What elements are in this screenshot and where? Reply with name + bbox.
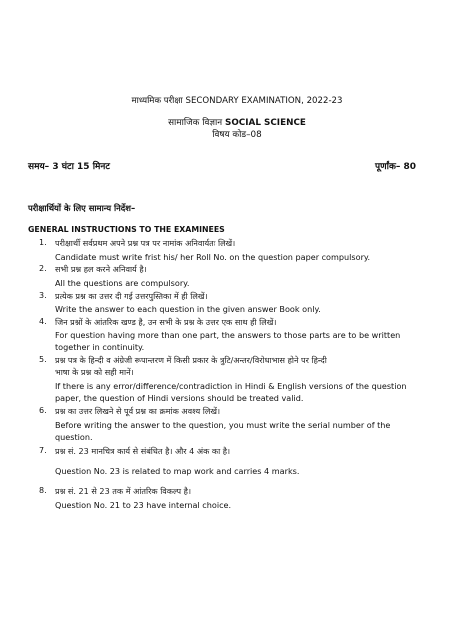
instruction-hindi: भाषा के प्रश्न को सही मानें।: [55, 367, 134, 377]
subject-code: विषय कोड–08: [212, 130, 262, 140]
instruction-hindi: प्रश्न सं. 23 मानचित्र कार्य से संबंधित है। और 4 अंक का है।: [55, 446, 231, 456]
instruction-english: Question No. 23 is related to map work and carries 4 marks.: [55, 466, 300, 476]
instruction-english: All the questions are compulsory.: [55, 278, 190, 288]
time-allowed: समय– 3 घंटा 15 मिनट: [28, 162, 110, 172]
exam-title: माध्यमिक परीक्षा SECONDARY EXAMINATION, 2022-23: [131, 96, 343, 106]
instruction-hindi: जिन प्रश्नों के आंतरिक खण्ड है, उन सभी के प्रश्न के उत्तर एक साथ ही लिखें।: [55, 317, 277, 327]
instruction-english: together in continuity.: [55, 342, 145, 352]
item-number: 1.: [39, 238, 47, 247]
instruction-hindi: प्रश्न का उत्तर लिखने से पूर्व प्रश्न का क्रमांक अवश्य लिखें।: [55, 406, 221, 416]
item-number: 4.: [39, 317, 47, 326]
instruction-english: question.: [55, 432, 93, 442]
item-number: 8.: [39, 486, 47, 495]
instruction-hindi: प्रश्न सं. 21 से 23 तक में आंतरिक विकल्प है।: [55, 486, 192, 496]
item-number: 6.: [39, 406, 47, 415]
instruction-english: Write the answer to each question in the given answer Book only.: [55, 304, 321, 314]
instruction-hindi: प्रत्येक प्रश्न का उत्तर दी गई उत्तरपुस्तिका में ही लिखें।: [55, 291, 208, 301]
instruction-english: Candidate must write frist his/ her Roll No. on the question paper compulsory.: [55, 252, 371, 262]
subject-hindi: सामाजिक विज्ञान: [168, 118, 223, 128]
instruction-hindi: सभी प्रश्न हल करने अनिवार्य है।: [55, 264, 147, 274]
instruction-english: Question No. 21 to 23 have internal choice.: [55, 500, 232, 510]
total-marks: पूर्णांक– 80: [375, 162, 417, 172]
item-number: 2.: [39, 264, 47, 273]
item-number: 3.: [39, 291, 47, 300]
instruction-english: For question having more than one part, the answers to those parts are to be written: [55, 330, 401, 340]
subject-title: [0, 118, 474, 128]
subject-english: SOCIAL SCIENCE: [224, 118, 306, 128]
instructions-heading-hindi: परीक्षार्थियों के लिए सामान्य निर्देश–: [28, 203, 136, 213]
instruction-english: paper, the question of Hindi versions should be treated valid.: [55, 393, 304, 403]
instruction-hindi: परीक्षार्थी सर्वप्रथम अपने प्रश्न पत्र पर नामांक अनिवार्यतः लिखें।: [55, 238, 236, 248]
instructions-heading-english: GENERAL INSTRUCTIONS TO THE EXAMINEES: [28, 225, 225, 234]
instruction-english: Before writing the answer to the question, you must write the serial number of the: [55, 420, 391, 430]
instruction-english: If there is any error/difference/contradiction in Hindi & English versions of the question: [55, 381, 407, 391]
instruction-hindi: प्रश्न पत्र के हिन्दी व अंग्रेजी रूपान्तरण में किसी प्रकार के त्रुटि/अन्तर/विरोधाभास होने पर हिन्दी: [55, 355, 327, 365]
item-number: 5.: [39, 355, 47, 364]
item-number: 7.: [39, 446, 47, 455]
